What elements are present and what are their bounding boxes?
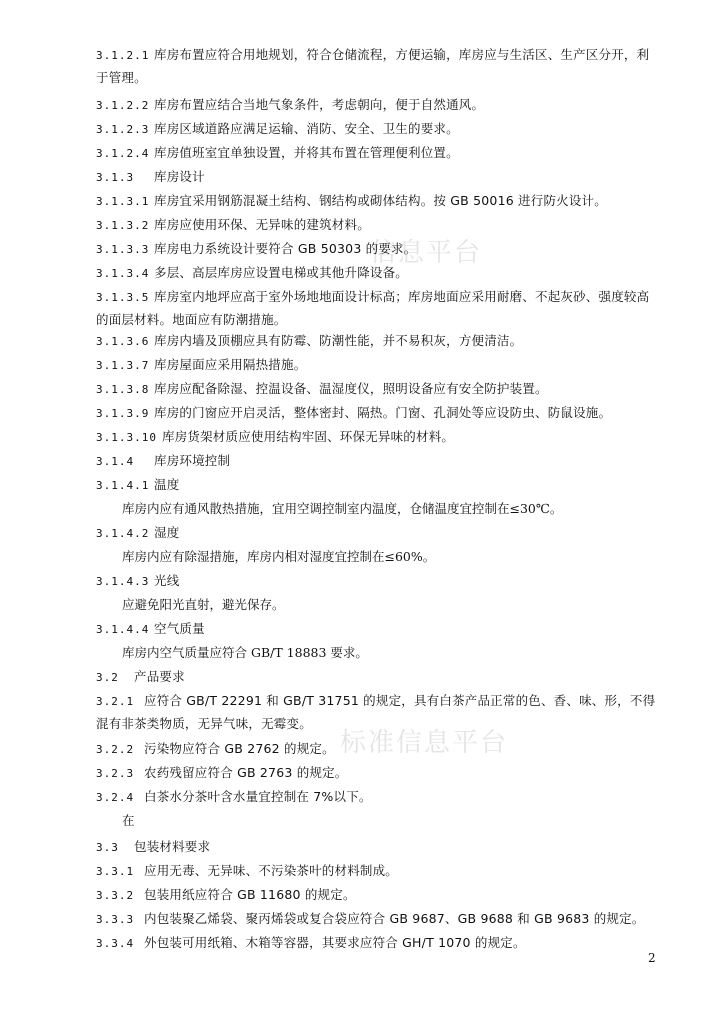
clause-text: 应用无毒、无异味、不污染茶叶的材料制成。 xyxy=(144,863,399,878)
clause-number: 3.3 xyxy=(96,841,119,854)
clause-number: 3.1.3.8 xyxy=(96,383,150,396)
clause-text: 外包装可用纸箱、木箱等容器，其要求应符合 GH/T 1070 的规定。 xyxy=(144,935,526,950)
clause-text: 库房屋面应采用隔热措施。 xyxy=(154,357,307,372)
clause-number: 3.1.2.4 xyxy=(96,147,150,160)
clause-text: 包装材料要求 xyxy=(134,839,211,854)
clause-number: 3.3.4 xyxy=(96,937,135,950)
clause-number: 3.1.2.2 xyxy=(96,99,150,112)
clause-line xyxy=(96,378,660,401)
clause-text: 库房室内地坪应高于室外场地地面设计标高；库房地面应采用耐磨、不起灰砂、强度较高的面层材料。地面应有防潮措施。 xyxy=(96,289,650,327)
clause-text: 湿度 xyxy=(154,525,180,540)
clause-text: 库房应使用环保、无异味的建筑材料。 xyxy=(154,217,370,232)
clause-number: 3.1.3.3 xyxy=(96,243,150,256)
clause-line xyxy=(96,884,660,907)
clause-text: 库房环境控制 xyxy=(154,453,231,468)
watermark-text: 信息平台 xyxy=(370,238,483,268)
section-heading xyxy=(96,450,660,473)
section-heading xyxy=(96,666,660,689)
clause-number: 3.1.3.6 xyxy=(96,335,150,348)
clause-number: 3.1.3.7 xyxy=(96,359,150,372)
clause-number: 3.1.3.4 xyxy=(96,267,150,280)
clause-text: 库房布置应结合当地气象条件，考虑朝向，便于自然通风。 xyxy=(154,97,485,112)
clause-number: 3.1.3.1 xyxy=(96,195,150,208)
clause-text: 库房应配备除湿、控温设备、温湿度仪，照明设备应有安全防护装置。 xyxy=(154,381,548,396)
clause-text: 库房电力系统设计要符合 GB 50303 的要求。 xyxy=(154,241,417,256)
watermark-text: 标准信息平台 xyxy=(340,728,509,758)
clause-line xyxy=(96,690,660,735)
clause-text: 内包装聚乙烯袋、聚丙烯袋或复合袋应符合 GB 9687、GB 9688 和 GB 9683 的规定。 xyxy=(144,911,645,926)
clause-line xyxy=(96,474,660,497)
clause-number: 3.1.3.9 xyxy=(96,407,150,420)
clause-number: 3.1.3.10 xyxy=(96,431,157,444)
clause-text: 库房的门窗应开启灵活，整体密封、隔热。门窗、孔洞处等应设防虫、防鼠设施。 xyxy=(154,405,612,420)
clause-line xyxy=(96,402,660,425)
clause-body: 库房内应有通风散热措施，宜用空调控制室内温度，仓储温度宜控制在≤30℃。 xyxy=(122,501,563,516)
clause-line xyxy=(96,142,660,165)
clause-line xyxy=(96,786,660,809)
clause-number: 3.1.2.3 xyxy=(96,123,150,136)
stray-character: 在 xyxy=(122,813,135,828)
page-number: 2 xyxy=(648,951,656,965)
clause-body: 应避免阳光直射，避光保存。 xyxy=(122,597,285,612)
clause-line xyxy=(96,908,660,931)
clause-number: 3.2.4 xyxy=(96,791,135,804)
clause-number: 3.1.4.3 xyxy=(96,575,150,588)
clause-line xyxy=(96,238,660,261)
clause-number: 3.2.1 xyxy=(96,695,135,708)
clause-text: 农药残留应符合 GB 2763 的规定。 xyxy=(144,765,348,780)
clause-text: 污染物应符合 GB 2762 的规定。 xyxy=(144,741,335,756)
clause-number: 3.1.4 xyxy=(96,455,135,468)
clause-number: 3.3.3 xyxy=(96,913,135,926)
clause-number: 3.3.2 xyxy=(96,889,135,902)
clause-line xyxy=(96,190,660,213)
section-heading xyxy=(96,836,660,859)
clause-line xyxy=(96,426,660,449)
clause-line xyxy=(96,738,660,761)
clause-text: 应符合 GB/T 22291 和 GB/T 31751 的规定，具有白茶产品正常的色、香、味、形，不得混有非茶类物质，无异气味，无霉变。 xyxy=(96,693,656,731)
clause-text: 温度 xyxy=(154,477,180,492)
clause-text: 白茶水分茶叶含水量宜控制在 7%以下。 xyxy=(144,789,372,804)
clause-line xyxy=(96,286,660,331)
clause-line xyxy=(96,118,660,141)
clause-line xyxy=(96,354,660,377)
clause-line xyxy=(96,570,660,593)
section-heading xyxy=(96,166,660,189)
clause-number: 3.2 xyxy=(96,671,119,684)
clause-number: 3.1.3.2 xyxy=(96,219,150,232)
clause-text: 多层、高层库房应设置电梯或其他升降设备。 xyxy=(154,265,409,280)
clause-text: 库房货架材质应使用结构牢固、环保无异味的材料。 xyxy=(162,429,455,444)
clause-text: 库房内墙及顶棚应具有防霉、防潮性能，并不易积灰，方便清洁。 xyxy=(154,333,523,348)
clause-line xyxy=(96,932,660,955)
clause-number: 3.2.3 xyxy=(96,767,135,780)
clause-line xyxy=(96,522,660,545)
clause-line xyxy=(96,618,660,641)
clause-number: 3.1.4.1 xyxy=(96,479,150,492)
clause-number: 3.2.2 xyxy=(96,743,135,756)
clause-text: 空气质量 xyxy=(154,621,205,636)
clause-number: 3.1.4.4 xyxy=(96,623,150,636)
clause-line xyxy=(96,330,660,353)
clause-text: 产品要求 xyxy=(134,669,185,684)
clause-text: 库房区域道路应满足运输、消防、安全、卫生的要求。 xyxy=(154,121,459,136)
clause-line xyxy=(96,214,660,237)
clause-number: 3.1.4.2 xyxy=(96,527,150,540)
clause-line xyxy=(96,262,660,285)
clause-line xyxy=(96,860,660,883)
clause-body: 库房内应有除湿措施，库房内相对湿度宜控制在≤60%。 xyxy=(122,549,436,564)
clause-line xyxy=(96,44,660,89)
clause-body: 库房内空气质量应符合 GB/T 18883 要求。 xyxy=(122,645,368,660)
clause-number: 3.1.2.1 xyxy=(96,49,150,62)
clause-text: 库房值班室宜单独设置，并将其布置在管理便利位置。 xyxy=(154,145,459,160)
clause-text: 包装用纸应符合 GB 11680 的规定。 xyxy=(144,887,356,902)
clause-number: 3.1.3.5 xyxy=(96,291,150,304)
clause-line xyxy=(96,762,660,785)
clause-line xyxy=(96,94,660,117)
clause-text: 库房布置应符合用地规划，符合仓储流程，方便运输，库房应与生活区、生产区分开，利于管理。 xyxy=(96,47,650,85)
clause-number: 3.1.3 xyxy=(96,171,135,184)
clause-text: 库房宜采用钢筋混凝土结构、钢结构或砌体结构。按 GB 50016 进行防火设计。 xyxy=(154,193,607,208)
clause-text: 库房设计 xyxy=(154,169,205,184)
clause-number: 3.3.1 xyxy=(96,865,135,878)
clause-text: 光线 xyxy=(154,573,180,588)
